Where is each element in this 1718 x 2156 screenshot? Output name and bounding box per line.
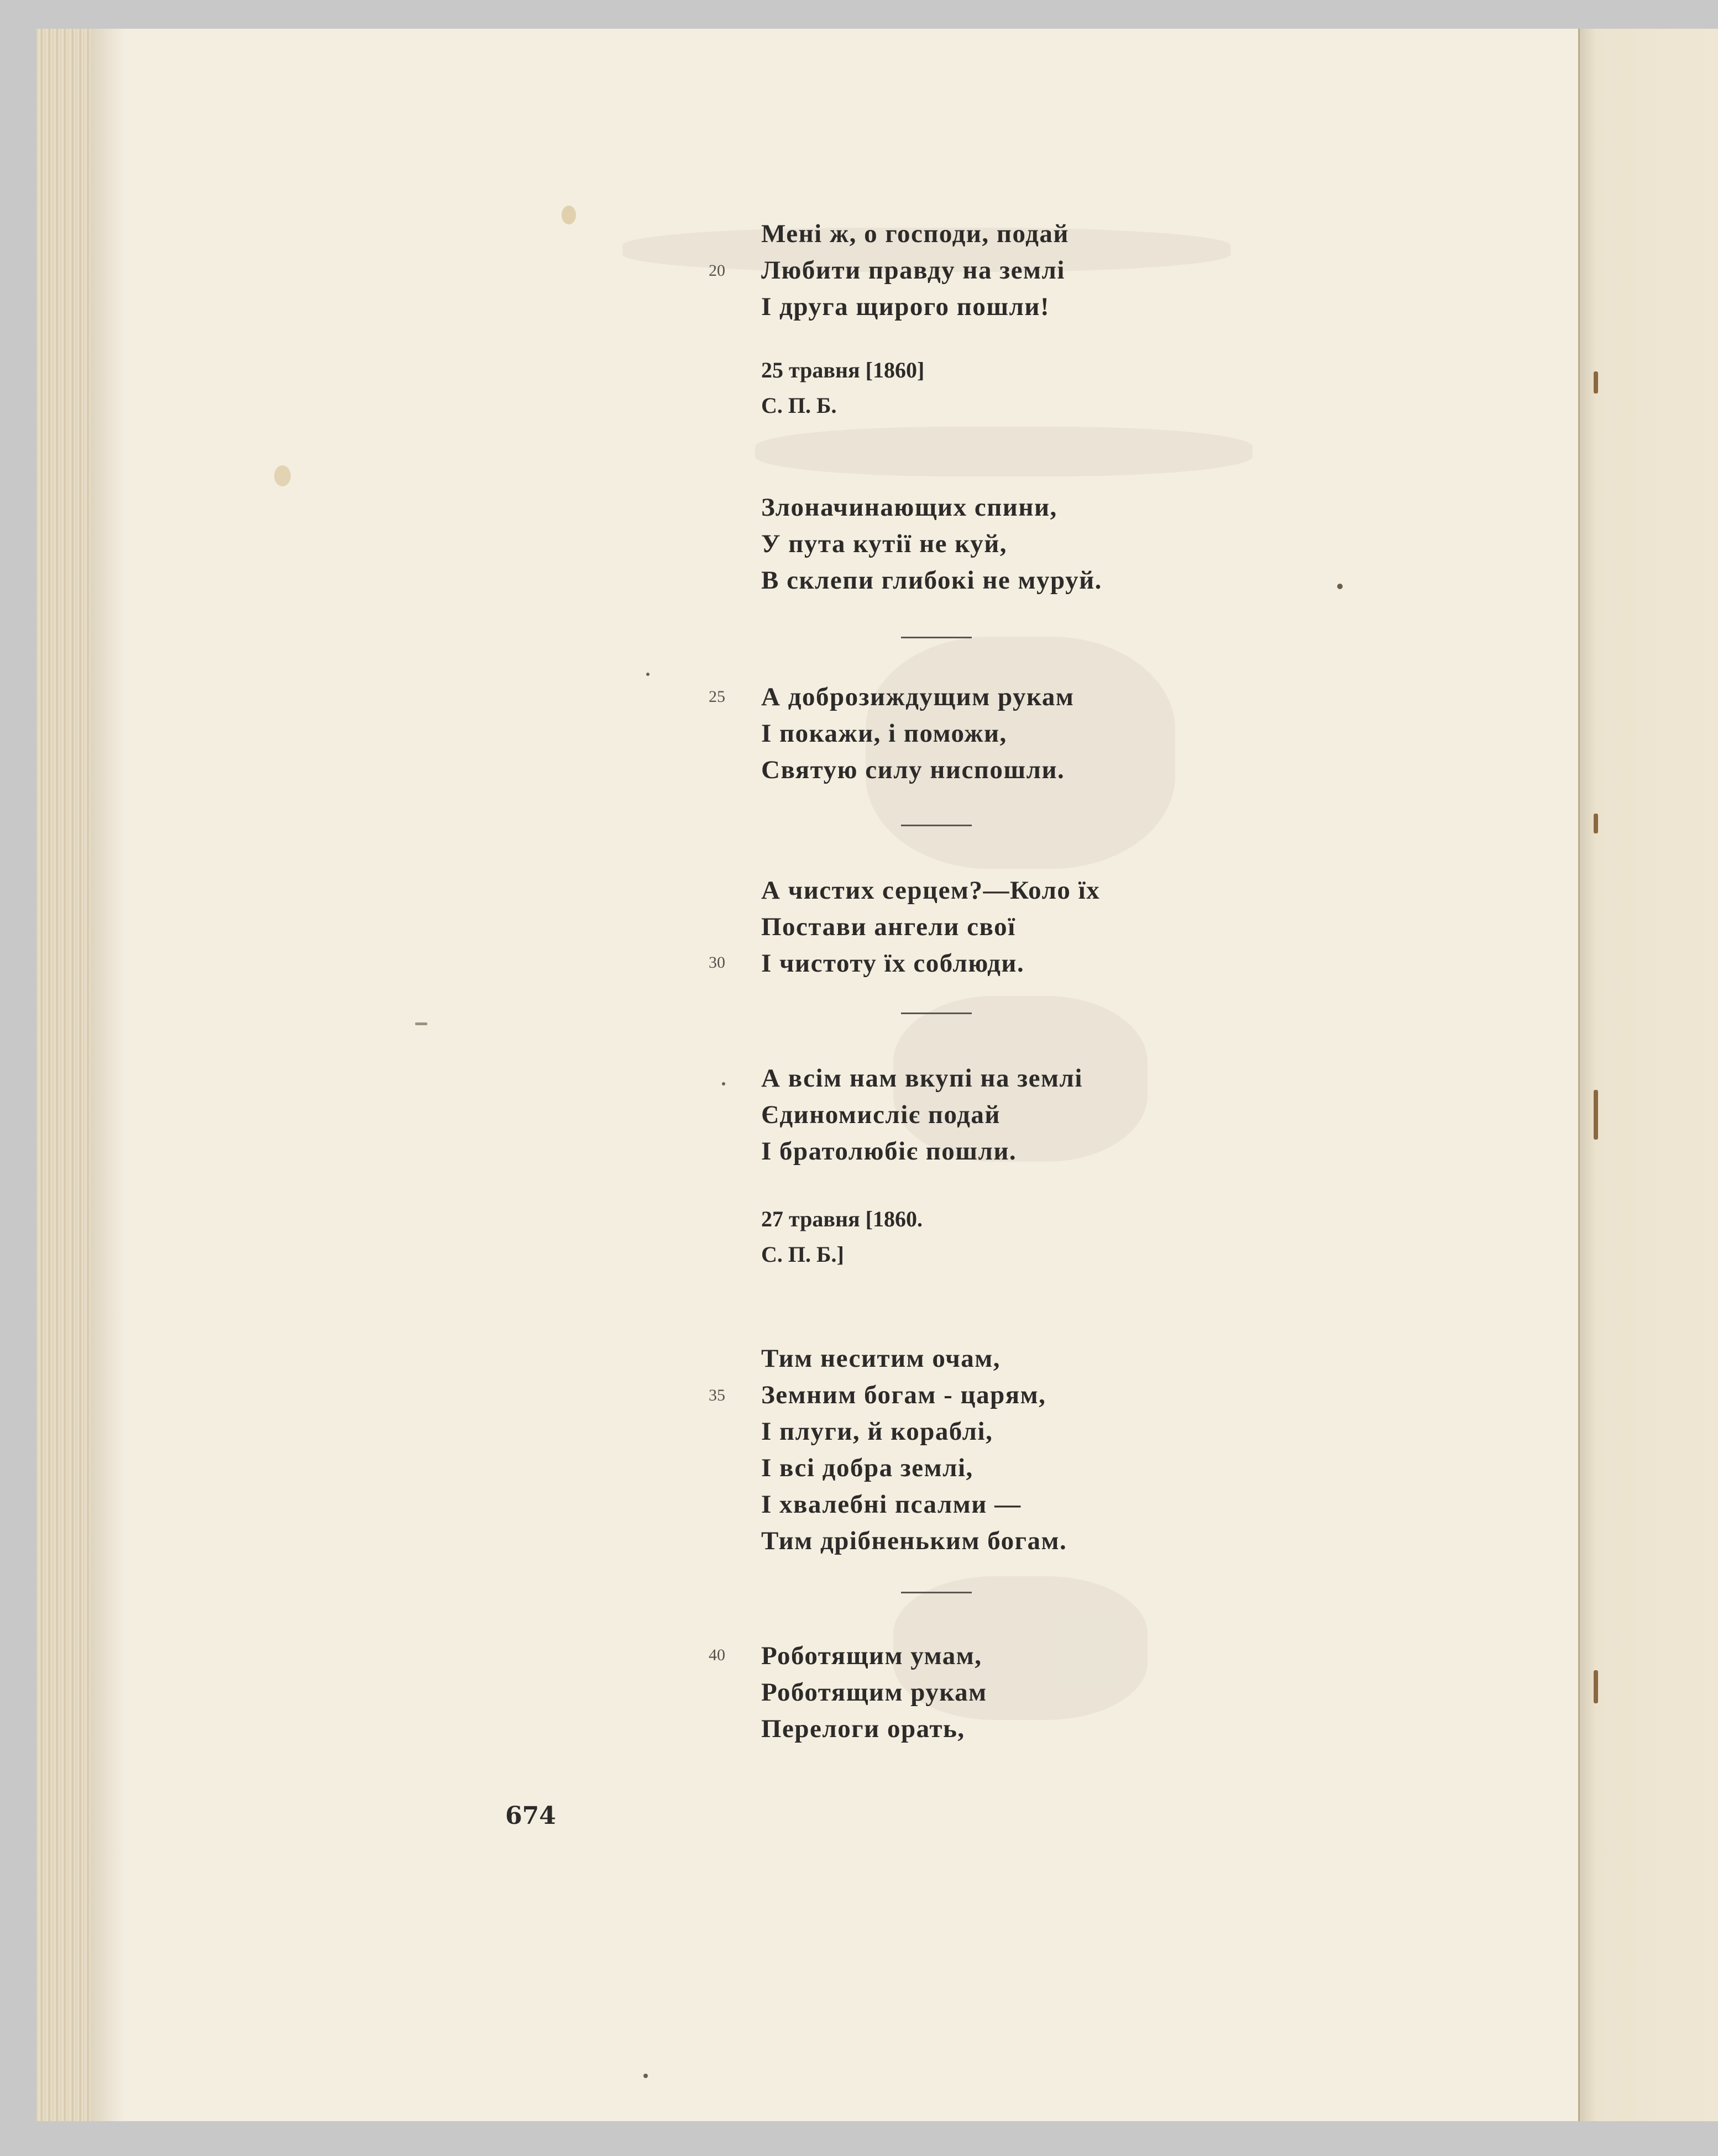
paper-stain	[274, 465, 291, 486]
stanza-divider	[901, 637, 972, 638]
verse-line: І чистоту їх соблюди.	[761, 949, 1025, 978]
verse-line: Тим дрібненьким богам.	[761, 1526, 1067, 1555]
ink-speck	[643, 2074, 648, 2078]
stanza-divider	[901, 1592, 972, 1593]
verse-line: І всі добра землі,	[761, 1454, 973, 1482]
line-number: 30	[709, 953, 725, 972]
verse-line: В склепи глибокі не муруй.	[761, 566, 1102, 595]
place-note: С. П. Б.]	[761, 1242, 844, 1267]
show-through	[755, 427, 1253, 476]
page-number: 674	[505, 1802, 556, 1830]
verse-line: Роботящим рукам	[761, 1678, 987, 1707]
verse-line: У пута кутії не куй,	[761, 529, 1008, 558]
ink-speck	[415, 1022, 427, 1025]
place-note: С. П. Б.	[761, 393, 837, 418]
verse-line: Постави ангели свої	[761, 912, 1016, 941]
verse-line: І братолюбіє пошли.	[761, 1137, 1017, 1166]
verse-line: Єдиномисліє подай	[761, 1100, 1001, 1129]
verse-line: А всім нам вкупі на землі	[761, 1064, 1083, 1093]
verse-line: І друга щирого пошли!	[761, 292, 1050, 321]
verse-line: А доброзиждущим рукам	[761, 683, 1075, 711]
verse-line: Земним богам - царям,	[761, 1381, 1046, 1409]
verse-line: Святую силу ниспошли.	[761, 756, 1065, 784]
stanza-divider	[901, 1013, 972, 1014]
date-note: 25 травня [1860]	[761, 358, 925, 382]
line-number: 35	[709, 1386, 725, 1404]
line-number: 20	[709, 261, 725, 280]
page-gutter-shadow	[92, 29, 125, 2121]
paper-stain	[562, 206, 576, 224]
verse-line: А чистих серцем?—Коло їх	[761, 876, 1101, 905]
verse-line: Мені ж, о господи, подай	[761, 219, 1070, 248]
date-note: 27 травня [1860.	[761, 1206, 923, 1231]
show-through	[866, 637, 1175, 869]
verse-line: Злоначинающих спини,	[761, 493, 1057, 522]
line-number: 40	[709, 1646, 725, 1664]
ink-speck	[1337, 584, 1343, 589]
verse-line: І хвалебні псалми —	[761, 1490, 1022, 1519]
verse-line: Тим неситим очам,	[761, 1344, 1001, 1373]
stanza-divider	[901, 825, 972, 826]
ink-speck	[722, 1082, 725, 1085]
verse-line: Любити правду на землі	[761, 256, 1065, 285]
verse-line: І плуги, й кораблі,	[761, 1417, 993, 1446]
facing-page-edge	[1578, 29, 1718, 2121]
line-number: 25	[709, 688, 725, 706]
verse-line: Перелоги орать,	[761, 1714, 965, 1743]
verse-line: Роботящим умам,	[761, 1641, 982, 1670]
ink-speck	[646, 673, 650, 676]
verse-line: І покажи, і поможи,	[761, 719, 1007, 748]
page-edges	[36, 29, 92, 2121]
